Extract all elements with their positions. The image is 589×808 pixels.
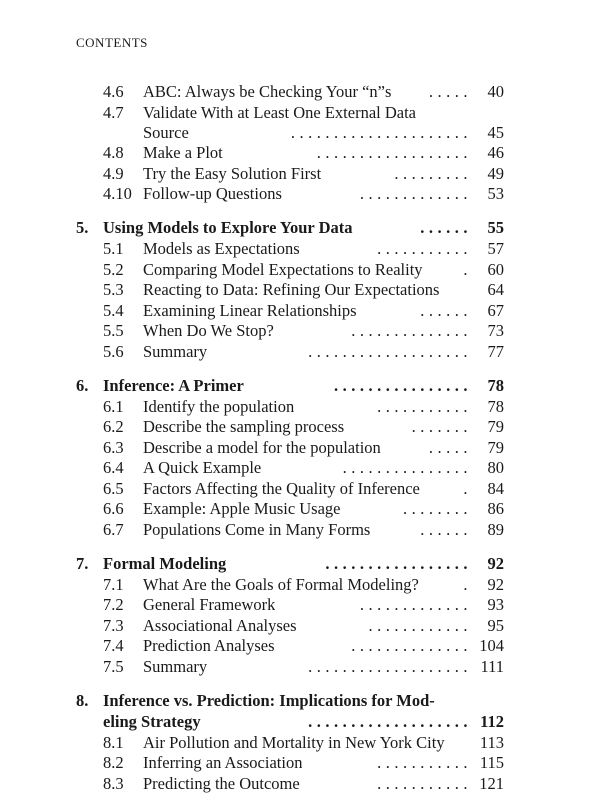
section-number: 4.10 <box>103 184 132 203</box>
page-number: 79 <box>487 417 504 436</box>
chapter-title: Inference: A Primer <box>103 376 244 395</box>
chapter-number: 5. <box>76 218 89 237</box>
toc-entry[interactable] <box>0 183 589 205</box>
toc-entry[interactable] <box>0 102 589 124</box>
page-number: 84 <box>487 479 504 498</box>
section-title: Summary <box>143 657 208 676</box>
dot-leader: ............. <box>359 595 472 614</box>
page-number: 64 <box>487 280 504 299</box>
page-number: 46 <box>487 143 504 162</box>
page-number: 93 <box>487 595 504 614</box>
page-number: 73 <box>487 321 504 340</box>
chapter-number: 6. <box>76 376 89 395</box>
page-number: 89 <box>487 520 504 539</box>
page-number: 67 <box>487 301 504 320</box>
toc-entry[interactable] <box>0 259 589 281</box>
page-header: CONTENTS <box>76 35 148 50</box>
section-title: Make a Plot <box>143 143 223 162</box>
page-number: 49 <box>487 164 504 183</box>
page-number: 104 <box>479 636 504 655</box>
dot-leader: ......... <box>394 164 472 183</box>
section-number: 8.1 <box>103 733 124 752</box>
toc-entry[interactable] <box>0 498 589 520</box>
section-title: Follow-up Questions <box>143 184 282 203</box>
toc-entry[interactable] <box>0 416 589 438</box>
section-title: Describe a model for the population <box>143 438 381 457</box>
page-number: 77 <box>487 342 504 361</box>
dot-leader: ................... <box>308 712 472 731</box>
section-number: 5.4 <box>103 301 124 320</box>
dot-leader: ................. <box>325 554 472 573</box>
toc-entry[interactable] <box>0 437 589 459</box>
section-title: Describe the sampling process <box>143 417 345 436</box>
dot-leader: ............. <box>359 184 472 203</box>
toc-entry[interactable] <box>0 635 589 657</box>
section-title: Comparing Model Expectations to Reality <box>143 260 423 279</box>
section-title: A Quick Example <box>143 458 262 477</box>
dot-leader: ................ <box>334 376 472 395</box>
page-number: 78 <box>487 376 504 395</box>
toc-entry[interactable] <box>0 519 589 541</box>
section-title: Associational Analyses <box>143 616 297 635</box>
section-title: Air Pollution and Mortality in New York City <box>143 733 445 752</box>
dot-leader: .................. <box>316 143 472 162</box>
dot-leader: ........ <box>403 499 472 518</box>
page-number: 80 <box>487 458 504 477</box>
dot-leader: ........... <box>377 239 472 258</box>
section-title: What Are the Goals of Formal Modeling? <box>143 575 419 594</box>
section-number: 6.2 <box>103 417 124 436</box>
section-title: Validate With at Least One External Data <box>143 103 417 122</box>
toc-entry[interactable] <box>0 478 589 500</box>
dot-leader: ................... <box>308 657 472 676</box>
toc-entry[interactable] <box>0 732 589 754</box>
section-number: 6.5 <box>103 479 124 498</box>
dot-leader: ..................... <box>290 123 472 142</box>
dot-leader: ..... <box>428 82 472 101</box>
section-number: 5.1 <box>103 239 124 258</box>
dot-leader: . <box>463 575 472 594</box>
section-number: 7.5 <box>103 657 124 676</box>
section-title: Example: Apple Music Usage <box>143 499 341 518</box>
toc-entry[interactable] <box>0 81 589 103</box>
page-number: 92 <box>487 554 504 573</box>
page-number: 57 <box>487 239 504 258</box>
page-number: 78 <box>487 397 504 416</box>
toc-entry[interactable] <box>0 752 589 774</box>
page-number: 111 <box>480 657 504 676</box>
section-title: Inferring an Association <box>143 753 303 772</box>
section-number: 6.1 <box>103 397 124 416</box>
page-number: 45 <box>487 123 504 142</box>
section-title: When Do We Stop? <box>143 321 274 340</box>
section-title: Try the Easy Solution First <box>143 164 322 183</box>
section-number: 5.6 <box>103 342 124 361</box>
section-number: 5.3 <box>103 280 124 299</box>
toc-entry[interactable] <box>0 457 589 479</box>
dot-leader: .............. <box>351 321 472 340</box>
page-number: 121 <box>479 774 504 793</box>
page-number: 95 <box>487 616 504 635</box>
toc-chapter[interactable] <box>0 711 589 733</box>
section-title: Predicting the Outcome <box>143 774 300 793</box>
section-number: 4.7 <box>103 103 124 122</box>
section-number: 5.2 <box>103 260 124 279</box>
toc-entry[interactable] <box>0 238 589 260</box>
section-number: 7.3 <box>103 616 124 635</box>
page-number: 60 <box>487 260 504 279</box>
toc-entry[interactable] <box>0 279 589 301</box>
toc-entry[interactable] <box>0 341 589 363</box>
chapter-title: eling Strategy <box>103 712 201 731</box>
chapter-title: Inference vs. Prediction: Implications for Mod- <box>103 691 435 710</box>
section-number: 4.9 <box>103 164 124 183</box>
dot-leader: ........... <box>377 774 472 793</box>
dot-leader: . <box>463 479 472 498</box>
section-title: Identify the population <box>143 397 295 416</box>
section-title: ABC: Always be Checking Your “n”s <box>143 82 392 101</box>
toc-entry[interactable] <box>0 615 589 637</box>
section-title: Prediction Analyses <box>143 636 275 655</box>
dot-leader: ............... <box>342 458 472 477</box>
dot-leader: ................... <box>308 342 472 361</box>
toc-entry[interactable] <box>0 163 589 185</box>
dot-leader: ...... <box>420 520 472 539</box>
section-title: Reacting to Data: Refining Our Expectations <box>143 280 440 299</box>
page-number: 79 <box>487 438 504 457</box>
section-title: Examining Linear Relationships <box>143 301 357 320</box>
toc-entry[interactable] <box>0 142 589 164</box>
page-number: 92 <box>487 575 504 594</box>
section-title: Summary <box>143 342 208 361</box>
page-number: 112 <box>480 712 504 731</box>
section-number: 4.6 <box>103 82 124 101</box>
toc-chapter[interactable] <box>0 217 589 239</box>
toc-chapter[interactable] <box>0 553 589 575</box>
toc-entry[interactable] <box>0 656 589 678</box>
section-number: 8.3 <box>103 774 124 793</box>
dot-leader: ........... <box>377 753 472 772</box>
section-number: 8.2 <box>103 753 124 772</box>
section-number: 7.2 <box>103 595 124 614</box>
dot-leader: ...... <box>420 301 472 320</box>
page-number: 53 <box>487 184 504 203</box>
section-number: 6.7 <box>103 520 124 539</box>
dot-leader: ........... <box>377 397 472 416</box>
toc-entry[interactable] <box>0 574 589 596</box>
toc-entry[interactable] <box>0 594 589 616</box>
toc-chapter[interactable] <box>0 375 589 397</box>
page-number: 113 <box>479 733 504 752</box>
chapter-number: 8. <box>76 691 89 710</box>
toc-entry[interactable] <box>0 300 589 322</box>
dot-leader: ...... <box>420 218 472 237</box>
toc-entry[interactable] <box>0 396 589 418</box>
toc-entry[interactable] <box>0 320 589 342</box>
chapter-number: 7. <box>76 554 89 573</box>
section-title: Models as Expectations <box>143 239 300 258</box>
dot-leader: ....... <box>411 417 472 436</box>
dot-leader: ..... <box>428 438 472 457</box>
section-number: 6.3 <box>103 438 124 457</box>
section-number: 5.5 <box>103 321 124 340</box>
dot-leader: .............. <box>351 636 472 655</box>
section-number: 7.4 <box>103 636 124 655</box>
toc-entry[interactable] <box>0 773 589 795</box>
section-number: 6.4 <box>103 458 124 477</box>
section-title: Populations Come in Many Forms <box>143 520 371 539</box>
section-title: Source <box>143 123 189 142</box>
page-number: 55 <box>487 218 504 237</box>
toc-entry[interactable] <box>0 122 589 144</box>
toc-chapter[interactable] <box>0 690 589 712</box>
section-number: 4.8 <box>103 143 124 162</box>
page-number: 115 <box>479 753 504 772</box>
page-number: 86 <box>487 499 504 518</box>
section-number: 7.1 <box>103 575 124 594</box>
section-number: 6.6 <box>103 499 124 518</box>
dot-leader: ............ <box>368 616 472 635</box>
page-number: 40 <box>487 82 504 101</box>
section-title: General Framework <box>143 595 276 614</box>
dot-leader: . <box>463 260 472 279</box>
section-title: Factors Affecting the Quality of Inference <box>143 479 420 498</box>
chapter-title: Formal Modeling <box>103 554 227 573</box>
chapter-title: Using Models to Explore Your Data <box>103 218 353 237</box>
